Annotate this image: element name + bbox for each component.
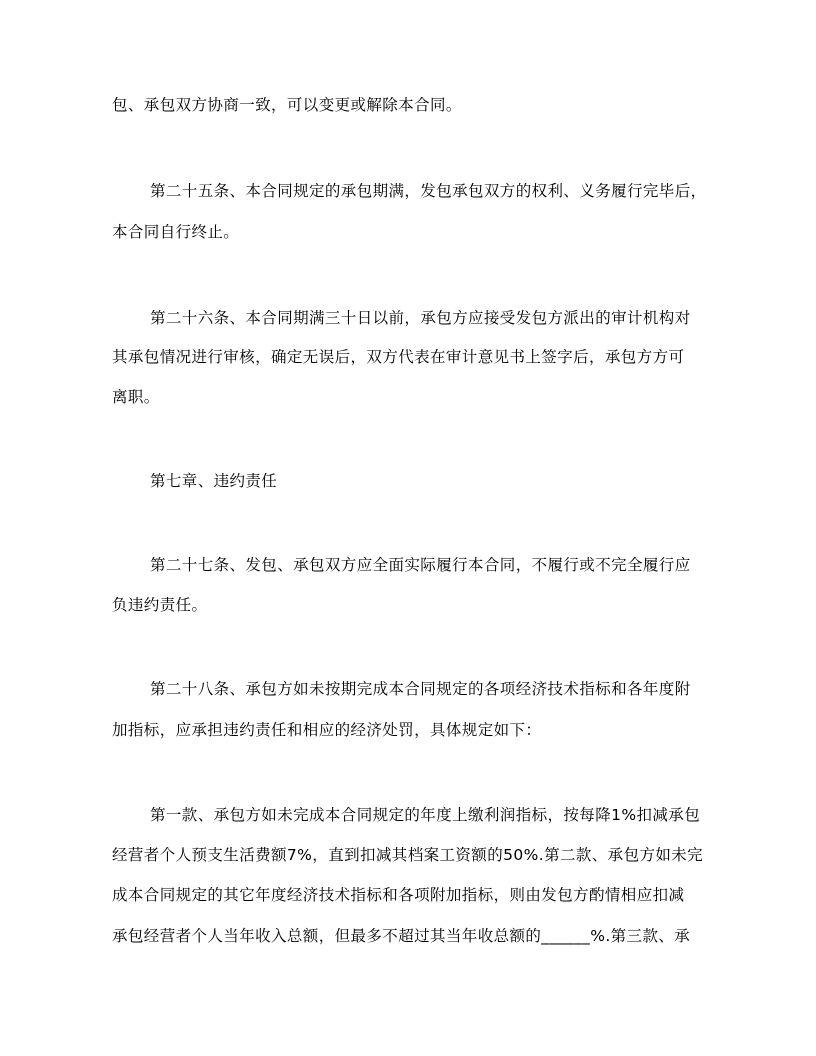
text-line: 包、承包双方协商一致，可以变更或解除本合同。 <box>112 96 462 114</box>
article-25-heading-line: 第二十五条、本合同规定的承包期满，发包承包双方的权利、义务履行完毕后， <box>150 182 707 200</box>
text-line: 其承包情况进行审核，确定无误后，双方代表在审计意见书上签字后，承包方方可 <box>112 348 685 366</box>
text-line: 离职。 <box>112 388 160 406</box>
article-26-heading-line: 第二十六条、本合同期满三十日以前，承包方应接受发包方派出的审计机构对 <box>150 309 691 327</box>
text-line: 经营者个人预支生活费额7%，直到扣减其档案工资额的50%.第二款、承包方如未完 <box>112 846 704 864</box>
text-line: 成本合同规定的其它年度经济技术指标和各项附加指标，则由发包方酌情相应扣减 <box>112 886 685 904</box>
chapter-7-title: 第七章、违约责任 <box>150 472 278 490</box>
article-27-heading-line: 第二十七条、发包、承包双方应全面实际履行本合同，不履行或不完全履行应 <box>150 556 691 574</box>
text-line: 本合同自行终止。 <box>112 223 240 241</box>
text-line: 加指标，应承担违约责任和相应的经济处罚，具体规定如下： <box>112 721 542 739</box>
text-line: 承包经营者个人当年收入总额，但最多不超过其当年收总额的______%.第三款、承 <box>112 927 691 945</box>
article-28-heading-line: 第二十八条、承包方如未按期完成本合同规定的各项经济技术指标和各年度附 <box>150 680 691 698</box>
text-line: 负违约责任。 <box>112 596 208 614</box>
clause-1-heading-line: 第一款、承包方如未完成本合同规定的年度上缴利润指标，按每降1%扣减承包 <box>150 806 701 824</box>
